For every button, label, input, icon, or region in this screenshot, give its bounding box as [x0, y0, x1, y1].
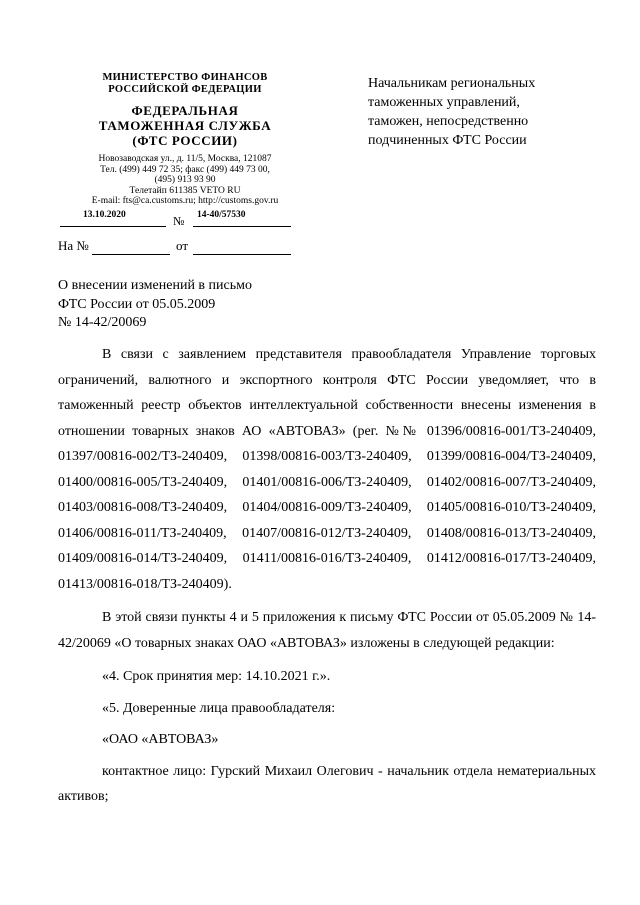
- registration-date: 13.10.2020: [83, 210, 126, 220]
- reference-number-label: На №: [58, 238, 89, 253]
- paragraph-notice: В связи с заявлением представителя правообладателя Управление торговых ограничений, валютного и экспортного контроля ФТС России уведомляет, что в таможенный реестр объектов интеллектуальной собственности внесены изменения в отношении товарных знаков АО «АВТОВАЗ» (рег. №№ 01396/00816-001/ТЗ-240409, 01397/00816-002/ТЗ-240409, 01398/00816-003/ТЗ-240409, 01399/00816-004/ТЗ-240409, 01400/00816-005/ТЗ-240409, 01401/00816-006/ТЗ-240409, 01402/00816-007/ТЗ-240409, 01403/00816-008/ТЗ-240409, 01404/00816-009/ТЗ-240409, 01405/00816-010/ТЗ-240409, 01406/00816-011/ТЗ-240409, 01407/00816-012/ТЗ-240409, 01408/00816-013/ТЗ-240409, 01409/00816-014/ТЗ-240409, 01411/00816-016/ТЗ-240409, 01412/00816-017/ТЗ-240409, 01413/00816-018/ТЗ-240409).: [58, 347, 596, 592]
- reference-date-label: от: [176, 238, 189, 253]
- registration-number-sign: №: [173, 214, 185, 228]
- registration-number: 14-40/57530: [197, 210, 246, 220]
- subject-line-3: № 14-42/20069: [58, 315, 147, 330]
- email: E-mail: fts@ca.customs.ru; http://customs.gov.ru: [91, 196, 279, 207]
- paragraph-term: «4. Срок принятия мер: 14.10.2021 г.».: [102, 669, 331, 684]
- date-underline: [60, 226, 166, 227]
- recipient-block: [368, 74, 598, 150]
- subject-line-1: О внесении изменений в письмо: [58, 278, 252, 293]
- number-underline: [193, 226, 291, 227]
- ministry-line-2: РОССИЙСКОЙ ФЕДЕРАЦИИ: [108, 84, 262, 95]
- paragraph-amendment: В этой связи пункты 4 и 5 приложения к письму ФТС России от 05.05.2009 № 14-42/20069 «О товарных знаках ОАО «АВТОВАЗ» изложены в следующей редакции:: [58, 610, 596, 651]
- letter-body: [58, 342, 596, 818]
- ministry-name: [60, 72, 310, 96]
- recipient-line-2: таможенных управлений,: [368, 95, 520, 110]
- paragraph-trustees: «5. Доверенные лица правообладателя:: [102, 700, 336, 716]
- paragraph-company: «ОАО «АВТОВАЗ»: [102, 732, 219, 747]
- paragraph-contact: контактное лицо: Гурский Михаил Олегович - начальник отдела нематериальных активов;: [58, 763, 596, 804]
- letter-subject: [58, 277, 318, 333]
- recipient-line-1: Начальникам региональных: [368, 76, 536, 91]
- telex: Телетайп 611385 VETO RU: [129, 185, 241, 196]
- address: Новозаводская ул., д. 11/5, Москва, 121087: [98, 154, 272, 164]
- phone: Тел. (499) 449 72 35; факс (499) 449 73 00,: [100, 164, 270, 175]
- phone-2: (495) 913 93 90: [154, 175, 216, 186]
- recipient-line-3: таможен, непосредственно: [368, 114, 529, 129]
- subject-line-2: ФТС России от 05.05.2009: [58, 296, 216, 312]
- service-name: [60, 103, 310, 148]
- service-line-2: ТАМОЖЕННАЯ СЛУЖБА: [98, 118, 272, 133]
- ministry-line-1: МИНИСТЕРСТВО ФИНАНСОВ: [102, 72, 268, 83]
- recipient-line-4: подчиненных ФТС России: [368, 133, 527, 148]
- reference-number-line: [92, 254, 170, 255]
- service-line-3: (ФТС РОССИИ): [132, 133, 238, 148]
- service-line-1: ФЕДЕРАЛЬНАЯ: [131, 103, 239, 118]
- reference-date-line: [193, 254, 291, 255]
- contact-block: [60, 154, 310, 207]
